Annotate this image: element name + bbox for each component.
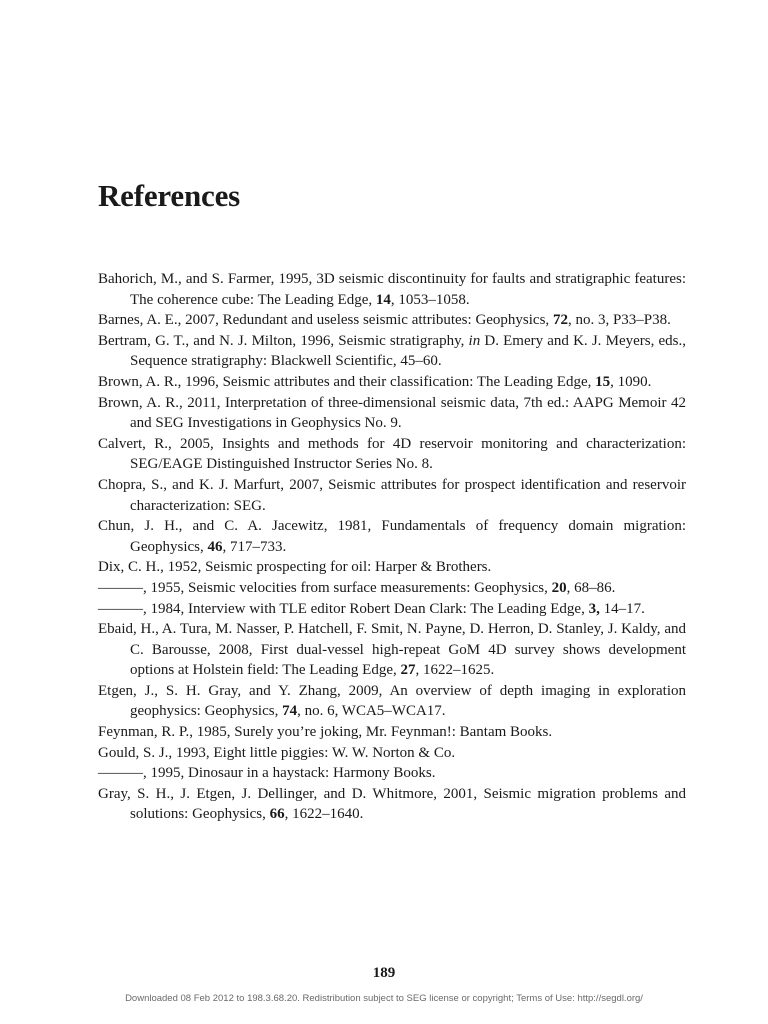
reference-text: Calvert, R., 2005, Insights and methods for 4D reservoir monitoring and characterization: SEG/EAGE Distinguished Instructor Series No. 8. <box>98 435 686 473</box>
reference-text: Barnes, A. E., 2007, Redundant and useless seismic attributes: Geophysics, <box>98 312 553 329</box>
reference-entry <box>98 372 686 393</box>
reference-list <box>98 269 686 825</box>
reference-volume: 72 <box>552 312 568 329</box>
reference-entry <box>98 516 686 557</box>
reference-volume: 27 <box>400 662 416 679</box>
reference-volume: 15 <box>595 373 611 390</box>
reference-volume: 3, <box>588 600 600 617</box>
reference-text: Chun, J. H., and C. A. Jacewitz, 1981, Fundamentals of frequency domain migration: Geophysics, <box>98 518 686 555</box>
reference-text: ———, 1955, Seismic velocities from surface measurements: Geophysics, <box>98 579 552 596</box>
reference-text: 14–17. <box>599 600 645 617</box>
download-notice: Downloaded 08 Feb 2012 to 198.3.68.20. Redistribution subject to SEG license or copyright; Terms of Use: http://segdl.org/ <box>125 993 643 1004</box>
reference-text: Brown, A. R., 2011, Interpretation of three-dimensional seismic data, 7th ed.: AAPG Memoir 42 and SEG Investigations in Geophysics No. 9. <box>98 394 686 432</box>
reference-volume: 14 <box>375 291 391 308</box>
reference-entry <box>98 578 686 599</box>
reference-text: , 1622–1625. <box>415 662 495 679</box>
page-number: 189 <box>372 965 396 981</box>
reference-volume: 74 <box>282 703 298 720</box>
reference-text: Ebaid, H., A. Tura, M. Nasser, P. Hatchell, F. Smit, N. Payne, D. Herron, D. Stanley, J. Kaldy, and C. Barousse, 2008, First dual-vessel high-repeat GoM 4D survey shows development options at Holstein field: The Leading Edge, <box>98 621 686 679</box>
reference-text: Gould, S. J., 1993, Eight little piggies: W. W. Norton & Co. <box>98 744 456 761</box>
reference-volume: 20 <box>551 579 567 596</box>
reference-volume: 66 <box>269 806 285 823</box>
reference-text: Gray, S. H., J. Etgen, J. Dellinger, and D. Whitmore, 2001, Seismic migration problems and solutions: Geophysics, <box>98 785 686 823</box>
reference-text: , 68–86. <box>566 579 616 596</box>
reference-entry <box>98 269 686 310</box>
reference-entry <box>98 619 686 681</box>
reference-text: , 1622–1640. <box>284 806 364 823</box>
reference-entry <box>98 722 686 743</box>
reference-text: , 1090. <box>610 373 652 390</box>
reference-text: ———, 1984, Interview with TLE editor Robert Dean Clark: The Leading Edge, <box>98 600 589 617</box>
reference-volume: 46 <box>207 538 223 555</box>
reference-text: , 717–733. <box>222 538 287 555</box>
reference-entry <box>98 434 686 475</box>
reference-text: D. Emery and K. J. Meyers, eds., Sequence stratigraphy: Blackwell Scientific, 45–60. <box>130 332 687 370</box>
reference-text: , no. 6, WCA5–WCA17. <box>297 703 446 720</box>
reference-text: Chopra, S., and K. J. Marfurt, 2007, Seismic attributes for prospect identification and reservoir characterization: SEG. <box>98 476 686 514</box>
reference-text: Bahorich, M., and S. Farmer, 1995, 3D seismic discontinuity for faults and stratigraphic features: The coherence cube: The Leading Edge, <box>98 271 686 308</box>
reference-text: Bertram, G. T., and N. J. Milton, 1996, Seismic stratigraphy, <box>98 332 469 349</box>
reference-text: Dix, C. H., 1952, Seismic prospecting for oil: Harper & Brothers. <box>98 559 492 576</box>
reference-entry <box>98 784 686 825</box>
reference-entry <box>98 557 686 578</box>
reference-entry <box>98 331 686 372</box>
reference-entry <box>98 599 686 620</box>
reference-text: , no. 3, P33–P38. <box>567 312 671 329</box>
reference-entry <box>98 310 686 331</box>
reference-entry <box>98 763 686 784</box>
reference-text: Brown, A. R., 1996, Seismic attributes and their classification: The Leading Edge, <box>98 373 596 390</box>
reference-entry <box>98 681 686 722</box>
reference-entry <box>98 393 686 434</box>
reference-entry <box>98 475 686 516</box>
reference-text: Etgen, J., S. H. Gray, and Y. Zhang, 2009, An overview of depth imaging in exploration geophysics: Geophysics, <box>98 682 686 720</box>
reference-italic: in <box>468 332 481 349</box>
reference-text: Feynman, R. P., 1985, Surely you’re joking, Mr. Feynman!: Bantam Books. <box>98 724 553 741</box>
reference-text: ———, 1995, Dinosaur in a haystack: Harmony Books. <box>98 765 436 782</box>
reference-text: , 1053–1058. <box>390 291 470 308</box>
reference-entry <box>98 743 686 764</box>
page-title: References <box>98 178 241 213</box>
